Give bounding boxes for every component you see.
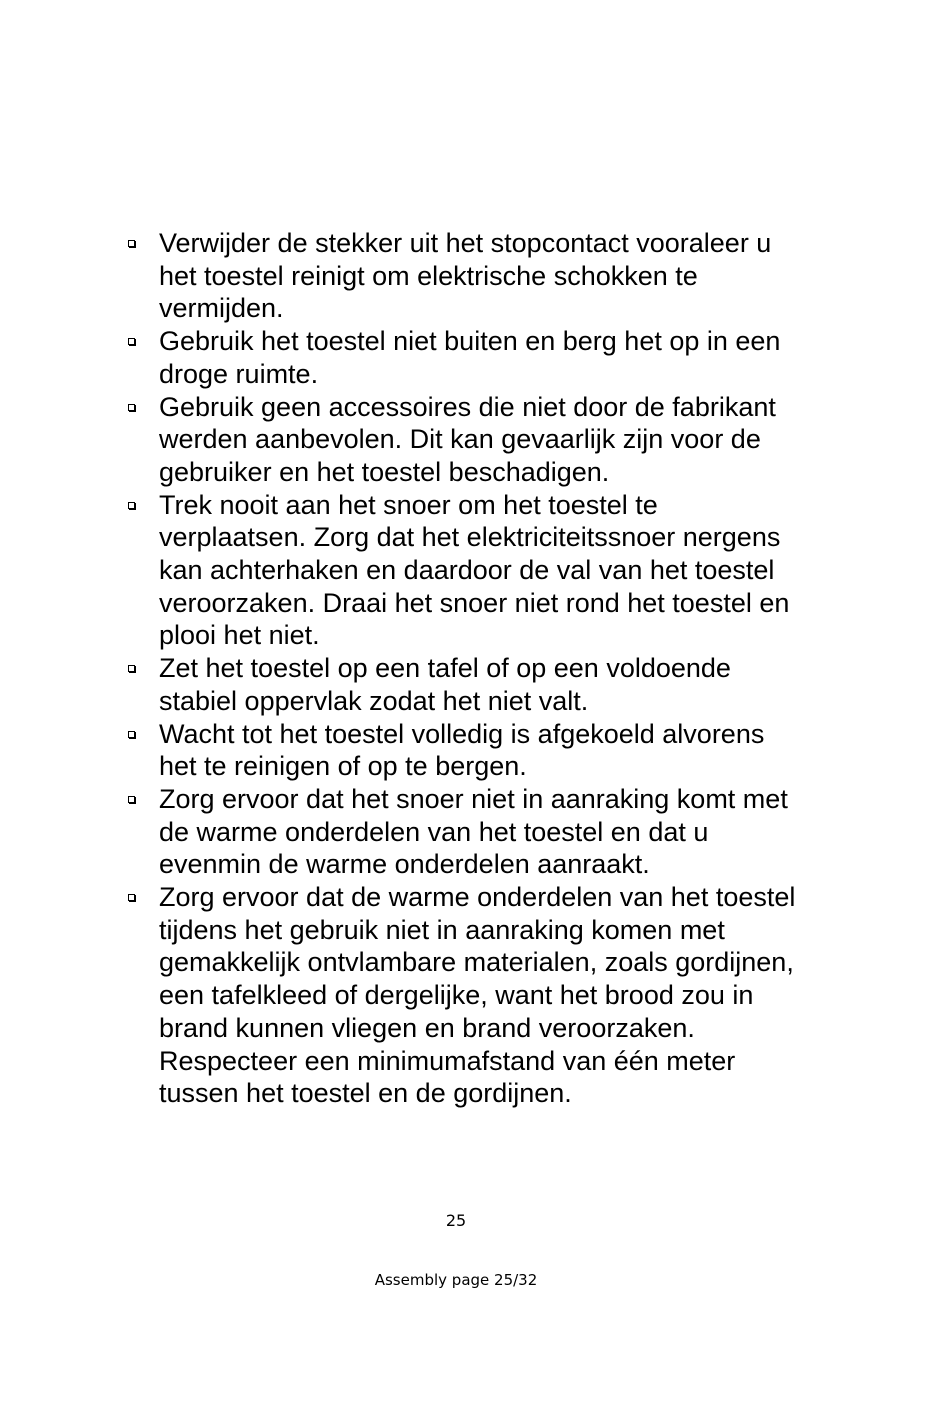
list-item-text: Verwijder de stekker uit het stopcontact vooraleer u het toestel reinigt om elektrische schokken te vermijden. [159, 228, 772, 324]
list-item [126, 718, 806, 783]
assembly-footer: Assembly page 25/32 [374, 1271, 538, 1289]
list-item [126, 325, 806, 390]
square-bullet-icon [128, 894, 135, 901]
safety-instructions-list [126, 227, 806, 1110]
square-bullet-icon [128, 502, 135, 509]
list-item [126, 391, 806, 489]
list-item-text: Trek nooit aan het snoer om het toestel te verplaatsen. Zorg dat het elektriciteitssnoer nergens kan achterhaken en daardoor de val van het toestel veroorzaken. Draai het snoer niet rond het toestel en plooi het niet. [159, 489, 790, 651]
list-item-text: Zorg ervoor dat het snoer niet in aanraking komt met de warme onderdelen van het toestel en dat u evenmin de warme onderdelen aanraakt. [159, 783, 788, 880]
list-item-text: Wacht tot het toestel volledig is afgekoeld alvorens het te reinigen of op te bergen. [159, 718, 765, 782]
square-bullet-icon [128, 731, 135, 738]
list-item [126, 652, 806, 717]
list-item [126, 783, 806, 881]
list-item-text: Gebruik geen accessoires die niet door de fabrikant werden aanbevolen. Dit kan gevaarlijk zijn voor de gebruiker en het toestel beschadigen. [159, 391, 776, 487]
page-number: 25 [445, 1211, 467, 1230]
list-item-text: Zorg ervoor dat de warme onderdelen van het toestel tijdens het gebruik niet in aanraking komen met gemakkelijk ontvlambare materialen, zoals gordijnen, een tafelkleed of dergelijke, want het brood zou in brand kunnen vliegen en brand veroorzaken. Respecteer een minimumafstand van één meter tussen het toestel en de gordijnen. [159, 882, 796, 1109]
list-item [126, 227, 806, 325]
square-bullet-icon [128, 796, 135, 803]
square-bullet-icon [128, 665, 135, 672]
list-item [126, 881, 806, 1110]
list-item-text: Gebruik het toestel niet buiten en berg het op in een droge ruimte. [159, 326, 781, 389]
square-bullet-icon [128, 404, 135, 411]
square-bullet-icon [128, 338, 135, 345]
square-bullet-icon [128, 240, 135, 247]
list-item-text: Zet het toestel op een tafel of op een voldoende stabiel oppervlak zodat het niet valt. [159, 653, 731, 716]
list-item [126, 489, 806, 653]
